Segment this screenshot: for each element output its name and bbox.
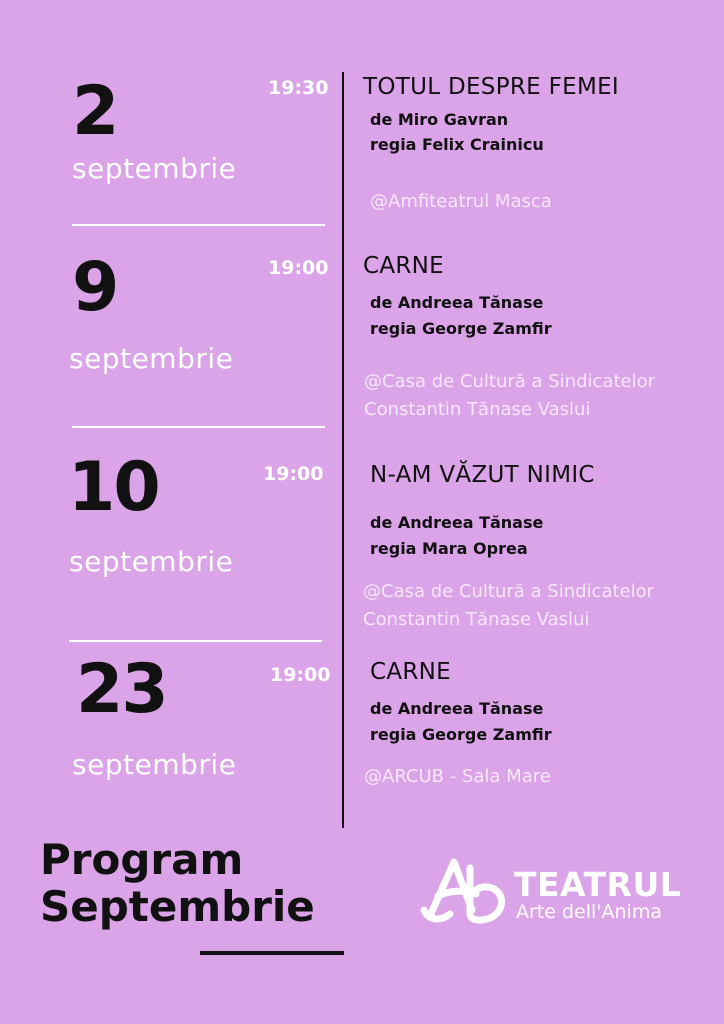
event-venue-line: @Casa de Cultură a Sindicatelor xyxy=(364,371,656,392)
event-venue-line: Constantin Tănase Vaslui xyxy=(363,609,590,630)
event-title: CARNE xyxy=(370,659,452,685)
event-day: 2 xyxy=(72,72,118,151)
event-month: septembrie xyxy=(69,342,234,375)
vertical-divider xyxy=(342,72,344,828)
page-title-line: Program xyxy=(40,835,244,884)
event-time: 19:30 xyxy=(268,77,329,99)
event-venue-line: @ARCUB - Sala Mare xyxy=(364,766,551,787)
event-author: de Andreea Tănase xyxy=(370,293,544,312)
event-time: 19:00 xyxy=(263,463,324,485)
event-day: 9 xyxy=(72,248,118,327)
event-director: regia George Zamfir xyxy=(370,725,552,744)
event-title: TOTUL DESPRE FEMEI xyxy=(363,74,620,100)
ab-monogram-icon xyxy=(420,854,512,926)
event-day: 10 xyxy=(68,448,159,527)
event-time: 19:00 xyxy=(270,664,331,686)
event-venue-line: Constantin Tănase Vaslui xyxy=(364,399,591,420)
event-month: septembrie xyxy=(72,748,237,781)
event-venue-line: @Amfiteatrul Masca xyxy=(370,191,552,212)
event-month: septembrie xyxy=(69,545,234,578)
event-director: regia George Zamfir xyxy=(370,319,552,338)
event-separator xyxy=(72,426,325,428)
event-title: N-AM VĂZUT NIMIC xyxy=(370,462,595,488)
brand-name: TEATRUL xyxy=(514,865,682,904)
page-title xyxy=(40,836,315,930)
event-separator xyxy=(72,224,325,226)
brand-subtitle: Arte dell'Anima xyxy=(516,901,662,923)
title-underline xyxy=(200,951,344,955)
event-venue-line: @Casa de Cultură a Sindicatelor xyxy=(363,581,655,602)
event-title: CARNE xyxy=(363,253,445,279)
event-author: de Andreea Tănase xyxy=(370,513,544,532)
event-author: de Andreea Tănase xyxy=(370,699,544,718)
event-author: de Miro Gavran xyxy=(370,110,509,129)
brand-logo xyxy=(420,852,710,928)
event-director: regia Mara Oprea xyxy=(370,539,528,558)
event-time: 19:00 xyxy=(268,257,329,279)
event-separator xyxy=(69,640,322,642)
event-day: 23 xyxy=(76,650,167,729)
event-director: regia Felix Crainicu xyxy=(370,135,544,154)
page-title-line: Septembrie xyxy=(40,882,315,931)
event-month: septembrie xyxy=(72,152,237,185)
